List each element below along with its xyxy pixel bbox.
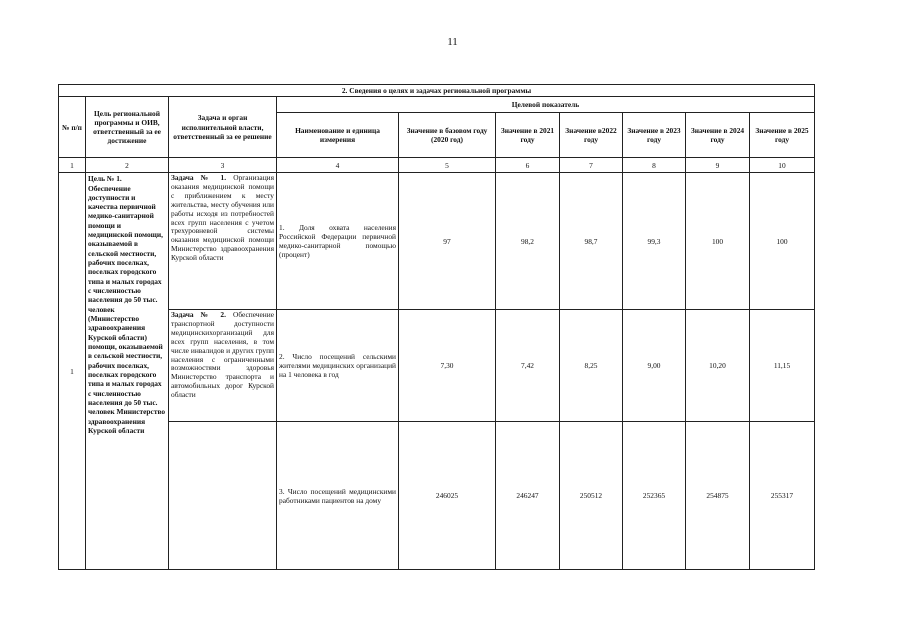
column-number: 3 [169,158,277,173]
task-label: Задача № 1. [171,173,227,183]
page-number: 11 [447,36,458,48]
header-target: Целевой показатель [277,97,815,113]
indicator-value: 246025 [399,422,496,570]
column-number: 5 [399,158,496,173]
indicator-value: 99,3 [623,173,686,310]
indicator-name: 1. Доля охвата населения Российской Федерации первичной медико-санитарной помощью (процент) [277,173,399,310]
indicator-value: 100 [750,173,815,310]
indicator-value: 98,7 [560,173,623,310]
header-task: Задача и орган исполнительной власти, ответственный за ее решение [169,97,277,158]
goals-table [58,84,815,570]
table-row [59,422,815,570]
column-number: 10 [750,158,815,173]
indicator-name: 2. Число посещений сельскими жителями медицинских организаций на 1 человека в год [277,310,399,422]
header-num: № п/п [59,97,86,158]
header-2023: Значение в 2023 году [623,113,686,158]
column-number: 4 [277,158,399,173]
column-number: 2 [86,158,169,173]
task-cell-empty [169,422,277,570]
goal-cell: Цель № 1. Обеспечение доступности и качества первичной медико-санитарной помощи и медицинской помощи, оказываемой в сельской местности, рабочих поселках, поселках городского типа и малых городах с численностью населения до 50 тыс. человек (Министерство здравоохранения Курской области) помощи, оказываемой в сельской местности, рабочих поселках, поселках городского типа и малых городах с численностью населения до 50 тыс. человек Министерство здравоохранения Курской области [86,173,169,570]
indicator-value: 250512 [560,422,623,570]
task-text: Обеспечение транспортной доступности медицинскихорганизаций для всех групп населения, в том числе инвалидов и других групп населения с ограниченными возможностями здоровья Министерство транспорта и автомобильных дорог Курской области [171,310,274,400]
indicator-value: 98,2 [496,173,560,310]
header-2022: Значение в2022 году [560,113,623,158]
row-number: 1 [59,173,86,570]
column-number: 6 [496,158,560,173]
indicator-value: 100 [686,173,750,310]
table-row [59,310,815,422]
indicator-value: 252365 [623,422,686,570]
indicator-value: 255317 [750,422,815,570]
column-number: 9 [686,158,750,173]
column-number: 8 [623,158,686,173]
indicator-value: 9,00 [623,310,686,422]
indicator-value: 7,30 [399,310,496,422]
column-number: 7 [560,158,623,173]
indicator-value: 246247 [496,422,560,570]
header-2024: Значение в 2024 году [686,113,750,158]
header-base-value: Значение в базовом году (2020 год) [399,113,496,158]
header-indicator-name: Наименование и единица измерения [277,113,399,158]
table-row [59,173,815,310]
indicator-value: 7,42 [496,310,560,422]
indicator-value: 97 [399,173,496,310]
section-title: 2. Сведения о целях и задачах региональной программы [59,85,815,97]
column-number-row [59,158,815,173]
task-cell-1 [169,173,277,310]
indicator-value: 254875 [686,422,750,570]
indicator-value: 10,20 [686,310,750,422]
indicator-value: 11,15 [750,310,815,422]
task-cell-2 [169,310,277,422]
column-number: 1 [59,158,86,173]
header-goal: Цель региональной программы и ОИВ, ответственный за ее достижение [86,97,169,158]
indicator-name: 3. Число посещений медицинскими работниками пациентов на дому [277,422,399,570]
task-label: Задача № 2. [171,310,226,320]
task-text: Организация оказания медицинской помощи с приближением к месту жительства, месту обучения или работы исходя из потребностей всех групп населения с учетом трехуровневой системы оказания медицинской помощи Министерство здравоохранения Курской области [171,173,274,263]
indicator-value: 8,25 [560,310,623,422]
header-2021: Значение в 2021 году [496,113,560,158]
header-2025: Значение в 2025 году [750,113,815,158]
